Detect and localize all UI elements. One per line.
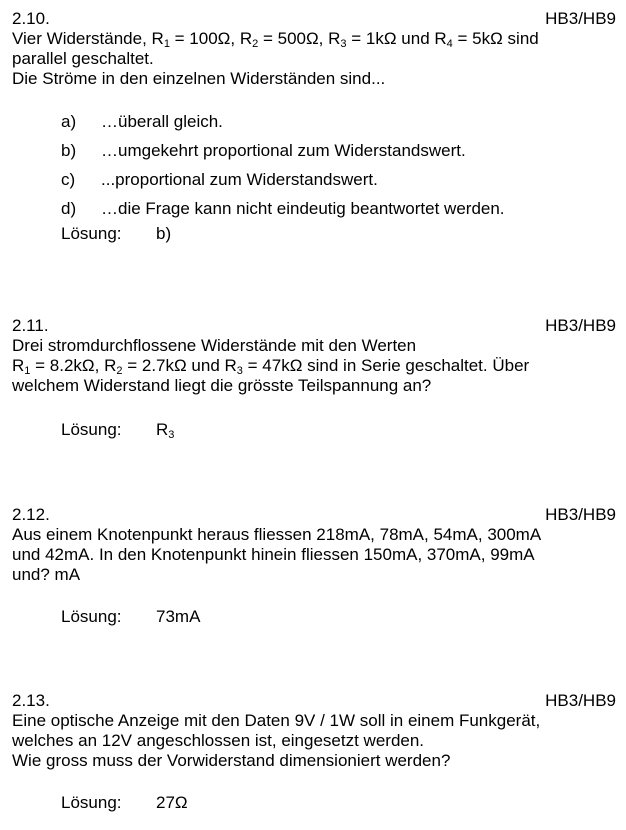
- question-2-11: [12, 316, 616, 440]
- solution-value: b): [156, 224, 172, 243]
- solution-value: 73mA: [156, 607, 201, 626]
- option-a: a) …überall gleich.: [61, 111, 223, 131]
- solution-value: 27Ω: [156, 793, 188, 812]
- option-b: b) …umgekehrt proportional zum Widerstandswert.: [61, 140, 466, 160]
- option-d: d) …die Frage kann nicht eindeutig beantwortet werden.: [61, 198, 505, 218]
- question-text: Aus einem Knotenpunkt heraus fliessen 218mA, 78mA, 54mA, 300mA und 42mA. In den Knotenpunkt hinein fliessen 150mA, 370mA, 99mA und? mA: [12, 525, 542, 584]
- answer-options: [61, 107, 616, 223]
- question-code: HB3/HB9: [545, 691, 616, 710]
- solution-label: Lösung:: [61, 420, 122, 439]
- question-code: HB3/HB9: [545, 316, 616, 335]
- question-number: 2.11.: [12, 316, 49, 335]
- solution-value: $R_3$: [156, 420, 175, 441]
- solution: [61, 420, 616, 440]
- question-text: Eine optische Anzeige mit den Daten 9V / 1W soll in einem Funkgerät, welches an 12V angeschlossen ist, eingesetzt werden. Wie gross muss der Vorwiderstand dimensioniert werden?: [12, 711, 541, 770]
- question-header: [12, 691, 616, 711]
- question-2-12: [12, 505, 616, 627]
- solution: [61, 607, 616, 627]
- solution: [61, 224, 616, 244]
- question-number: 2.10.: [12, 9, 50, 28]
- question-text: Drei stromdurchflossene Widerstände mit den Werten $R_1 = 8.2k\Omega$, $R_2 = 2.7k\Omega$ und $R_3 = 47k\Omega$ sind in Serie geschaltet. Über welchem Widerstand liegt die grösste Teilspannung an?: [12, 336, 530, 395]
- question-code: HB3/HB9: [545, 505, 616, 524]
- question-header: [12, 505, 616, 525]
- question-2-10: [12, 9, 616, 244]
- question-number: 2.12.: [12, 505, 50, 524]
- question-number: 2.13.: [12, 691, 50, 710]
- question-2-13: [12, 691, 616, 813]
- solution-label: Lösung:: [61, 224, 122, 243]
- solution: [61, 793, 616, 813]
- solution-label: Lösung:: [61, 607, 122, 626]
- question-code: HB3/HB9: [545, 9, 616, 28]
- question-text: Vier Widerstände, $R_1 = 100\Omega$, $R_2 = 500\Omega$, $R_3 = 1k\Omega$ und $R_4 = 5k\Omega$ sind parallel geschaltet. Die Ströme in den einzelnen Widerständen sind...: [12, 29, 539, 88]
- option-c: c) ...proportional zum Widerstandswert.: [61, 169, 378, 189]
- question-header: [12, 9, 616, 29]
- question-header: [12, 316, 616, 336]
- solution-label: Lösung:: [61, 793, 122, 812]
